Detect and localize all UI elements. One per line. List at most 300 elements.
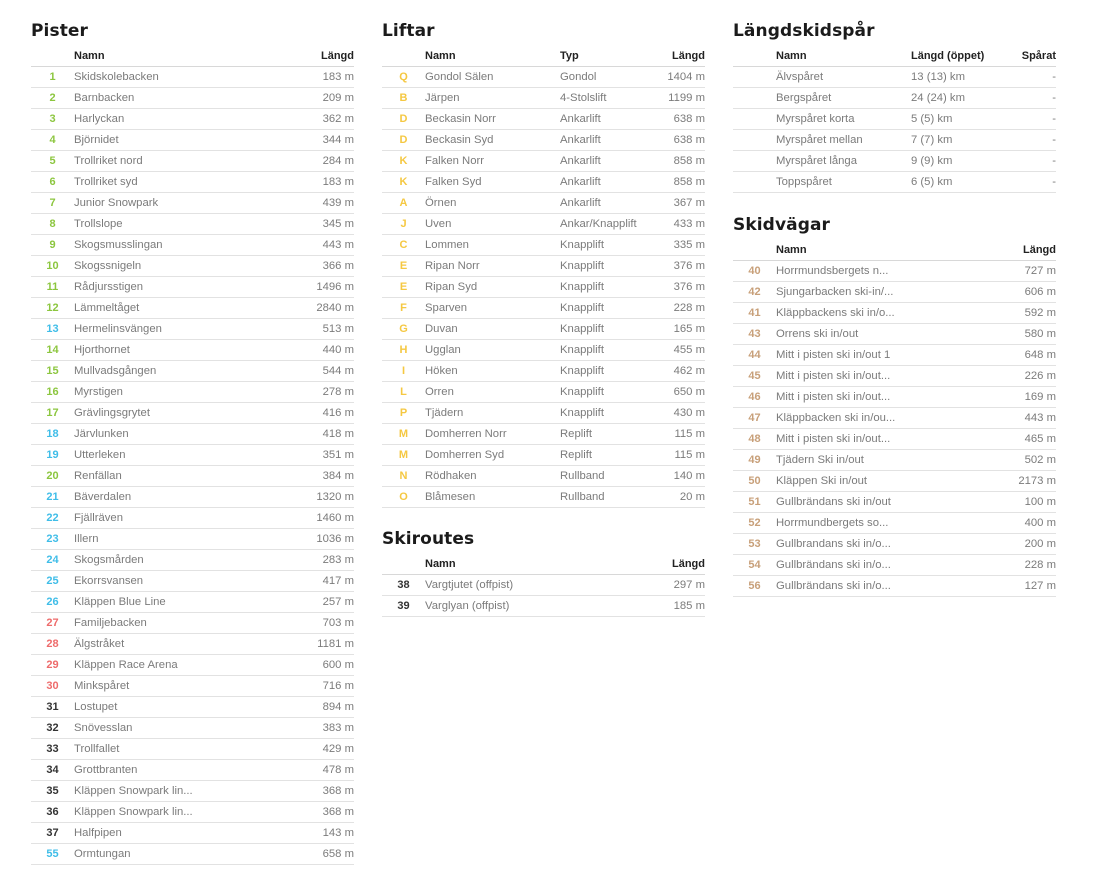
trail-length: 9 (9) km: [911, 151, 996, 172]
lift-id: C: [382, 235, 425, 256]
lift-type: Knapplift: [560, 361, 650, 382]
pister-name-header: Namn: [74, 46, 274, 67]
piste-name: Barnbacken: [74, 88, 274, 109]
table-row[interactable]: [733, 261, 1056, 282]
skiway-name: Gullbrandans ski in/o...: [776, 534, 976, 555]
piste-number: 28: [31, 634, 74, 655]
piste-name: Järvlunken: [74, 424, 274, 445]
piste-name: Trollfallet: [74, 739, 274, 760]
lift-length: 650 m: [650, 382, 705, 403]
skiway-number: 50: [733, 471, 776, 492]
lift-name: Blåmesen: [425, 487, 560, 508]
table-row[interactable]: [31, 781, 354, 802]
skidvagar-title: Skidvägar: [733, 215, 831, 235]
piste-number: 33: [31, 739, 74, 760]
lift-id: E: [382, 277, 425, 298]
table-row[interactable]: [31, 655, 354, 676]
table-row[interactable]: [382, 214, 705, 235]
table-row[interactable]: [31, 508, 354, 529]
lift-type: Knapplift: [560, 277, 650, 298]
table-row[interactable]: [733, 555, 1056, 576]
lift-name: Tjädern: [425, 403, 560, 424]
piste-number: 37: [31, 823, 74, 844]
table-row[interactable]: [733, 303, 1056, 324]
lift-length: 638 m: [650, 130, 705, 151]
table-row[interactable]: [382, 445, 705, 466]
piste-number: 27: [31, 613, 74, 634]
skiway-length: 727 m: [976, 261, 1056, 282]
table-row[interactable]: [31, 151, 354, 172]
skiroute-number: 38: [382, 575, 425, 596]
skiroutes-header-row: [382, 554, 705, 575]
skiway-name: Mitt i pisten ski in/out 1: [776, 345, 976, 366]
piste-name: Hjorthornet: [74, 340, 274, 361]
skiway-name: Gullbrändans ski in/out: [776, 492, 976, 513]
skiroute-name: Vargtjutet (offpist): [425, 575, 625, 596]
piste-length: 416 m: [274, 403, 354, 424]
table-row[interactable]: [733, 513, 1056, 534]
lift-length: 638 m: [650, 109, 705, 130]
table-row[interactable]: [733, 429, 1056, 450]
piste-length: 257 m: [274, 592, 354, 613]
lift-name: Ripan Syd: [425, 277, 560, 298]
trail-name: Älvspåret: [776, 67, 911, 88]
trail-length: 5 (5) km: [911, 109, 996, 130]
table-row[interactable]: [733, 492, 1056, 513]
table-row[interactable]: [382, 256, 705, 277]
skidvagar-table: [733, 240, 1056, 597]
skiway-number: 51: [733, 492, 776, 513]
table-row[interactable]: [382, 424, 705, 445]
table-row[interactable]: [31, 319, 354, 340]
skiroutes-section: [382, 526, 705, 617]
trail-name: Myrspåret korta: [776, 109, 911, 130]
piste-number: 24: [31, 550, 74, 571]
pister-num-header: [31, 46, 74, 67]
table-row[interactable]: [733, 109, 1056, 130]
table-row[interactable]: [31, 109, 354, 130]
skiroute-length: 297 m: [625, 575, 705, 596]
skiway-number: 46: [733, 387, 776, 408]
skiway-length: 648 m: [976, 345, 1056, 366]
langdskidspar-num-header: [733, 46, 776, 67]
lift-id: D: [382, 130, 425, 151]
trail-name: Toppspåret: [776, 172, 911, 193]
table-row[interactable]: [31, 592, 354, 613]
piste-length: 143 m: [274, 823, 354, 844]
pister-table: [31, 46, 354, 865]
piste-number: 29: [31, 655, 74, 676]
table-row[interactable]: [733, 576, 1056, 597]
piste-name: Illern: [74, 529, 274, 550]
trail-groomed: -: [996, 130, 1056, 151]
skiway-name: Mitt i pisten ski in/out...: [776, 366, 976, 387]
lift-name: Lommen: [425, 235, 560, 256]
piste-number: 5: [31, 151, 74, 172]
table-row[interactable]: [31, 802, 354, 823]
table-row[interactable]: [733, 324, 1056, 345]
piste-name: Lostupet: [74, 697, 274, 718]
lift-length: 858 m: [650, 172, 705, 193]
table-row[interactable]: [382, 172, 705, 193]
liftar-id-header: [382, 46, 425, 67]
table-row[interactable]: [382, 130, 705, 151]
pister-length-header: Längd: [274, 46, 354, 67]
table-row[interactable]: [31, 676, 354, 697]
lift-id: P: [382, 403, 425, 424]
table-row[interactable]: [31, 67, 354, 88]
table-row[interactable]: [31, 823, 354, 844]
table-row[interactable]: [382, 575, 705, 596]
piste-number: 11: [31, 277, 74, 298]
skiway-length: 443 m: [976, 408, 1056, 429]
lift-name: Beckasin Norr: [425, 109, 560, 130]
piste-number: 31: [31, 697, 74, 718]
skiroutes-name-header: Namn: [425, 554, 625, 575]
trail-groomed: -: [996, 151, 1056, 172]
lift-length: 455 m: [650, 340, 705, 361]
table-row[interactable]: [31, 235, 354, 256]
table-row[interactable]: [31, 487, 354, 508]
piste-number: 23: [31, 529, 74, 550]
piste-number: 12: [31, 298, 74, 319]
table-row[interactable]: [31, 88, 354, 109]
lift-name: Gondol Sälen: [425, 67, 560, 88]
piste-name: Kläppen Snowpark lin...: [74, 781, 274, 802]
langdskidspar-groomed-header: Spårat: [996, 46, 1056, 67]
lift-length: 20 m: [650, 487, 705, 508]
lift-id: I: [382, 361, 425, 382]
skiway-number: 48: [733, 429, 776, 450]
lift-length: 1199 m: [650, 88, 705, 109]
table-row[interactable]: [382, 151, 705, 172]
liftar-type-header: Typ: [560, 46, 650, 67]
table-row[interactable]: [31, 298, 354, 319]
lift-type: Ankarlift: [560, 193, 650, 214]
piste-name: Junior Snowpark: [74, 193, 274, 214]
table-row[interactable]: [382, 340, 705, 361]
table-row[interactable]: [382, 109, 705, 130]
table-row[interactable]: [733, 130, 1056, 151]
table-row[interactable]: [31, 634, 354, 655]
piste-name: Utterleken: [74, 445, 274, 466]
piste-name: Snövesslan: [74, 718, 274, 739]
langdskidspar-length-header: Längd (öppet): [911, 46, 996, 67]
piste-number: 18: [31, 424, 74, 445]
trail-spacer: [733, 67, 776, 88]
table-row[interactable]: [382, 277, 705, 298]
liftar-name-header: Namn: [425, 46, 560, 67]
skiroute-length: 185 m: [625, 596, 705, 617]
table-row[interactable]: [733, 282, 1056, 303]
piste-name: Trollriket nord: [74, 151, 274, 172]
skiway-length: 100 m: [976, 492, 1056, 513]
skiway-number: 42: [733, 282, 776, 303]
lift-length: 858 m: [650, 151, 705, 172]
piste-length: 418 m: [274, 424, 354, 445]
piste-name: Myrstigen: [74, 382, 274, 403]
skiway-number: 40: [733, 261, 776, 282]
lift-length: 1404 m: [650, 67, 705, 88]
piste-length: 1181 m: [274, 634, 354, 655]
skiway-name: Kläppen Ski in/out: [776, 471, 976, 492]
table-row[interactable]: [31, 256, 354, 277]
piste-name: Kläppen Snowpark lin...: [74, 802, 274, 823]
piste-number: 1: [31, 67, 74, 88]
piste-name: Minkspåret: [74, 676, 274, 697]
lift-type: Knapplift: [560, 403, 650, 424]
table-row[interactable]: [733, 151, 1056, 172]
lift-id: J: [382, 214, 425, 235]
table-row[interactable]: [31, 466, 354, 487]
piste-number: 32: [31, 718, 74, 739]
table-row[interactable]: [31, 424, 354, 445]
lift-id: N: [382, 466, 425, 487]
lift-name: Ripan Norr: [425, 256, 560, 277]
skiway-number: 47: [733, 408, 776, 429]
table-row[interactable]: [31, 130, 354, 151]
piste-length: 368 m: [274, 781, 354, 802]
piste-length: 658 m: [274, 844, 354, 865]
lift-id: M: [382, 424, 425, 445]
skiroute-name: Varglyan (offpist): [425, 596, 625, 617]
lift-name: Rödhaken: [425, 466, 560, 487]
table-row[interactable]: [382, 88, 705, 109]
skiway-length: 200 m: [976, 534, 1056, 555]
table-row[interactable]: [382, 67, 705, 88]
table-row[interactable]: [31, 571, 354, 592]
table-row[interactable]: [31, 760, 354, 781]
table-row[interactable]: [382, 235, 705, 256]
piste-number: 19: [31, 445, 74, 466]
table-row[interactable]: [733, 450, 1056, 471]
piste-number: 26: [31, 592, 74, 613]
skiway-name: Gullbrändans ski in/o...: [776, 555, 976, 576]
lift-name: Domherren Syd: [425, 445, 560, 466]
piste-number: 34: [31, 760, 74, 781]
piste-name: Hermelinsvängen: [74, 319, 274, 340]
table-row[interactable]: [31, 739, 354, 760]
table-row[interactable]: [31, 529, 354, 550]
trail-length: 24 (24) km: [911, 88, 996, 109]
piste-number: 15: [31, 361, 74, 382]
piste-length: 362 m: [274, 109, 354, 130]
piste-name: Grävlingsgrytet: [74, 403, 274, 424]
lift-id: K: [382, 151, 425, 172]
skiroutes-title: Skiroutes: [382, 529, 475, 549]
table-row[interactable]: [382, 403, 705, 424]
skiway-length: 580 m: [976, 324, 1056, 345]
liftar-title: Liftar: [382, 21, 435, 41]
lift-name: Orren: [425, 382, 560, 403]
table-row[interactable]: [31, 445, 354, 466]
table-row[interactable]: [382, 596, 705, 617]
lift-type: Ankar/Knapplift: [560, 214, 650, 235]
piste-length: 429 m: [274, 739, 354, 760]
piste-length: 1496 m: [274, 277, 354, 298]
lift-length: 140 m: [650, 466, 705, 487]
pister-title: Pister: [31, 21, 89, 41]
piste-length: 209 m: [274, 88, 354, 109]
piste-length: 278 m: [274, 382, 354, 403]
trail-spacer: [733, 130, 776, 151]
piste-length: 283 m: [274, 550, 354, 571]
piste-name: Björnidet: [74, 130, 274, 151]
piste-number: 3: [31, 109, 74, 130]
lift-type: Rullband: [560, 487, 650, 508]
table-row[interactable]: [382, 361, 705, 382]
lift-type: Knapplift: [560, 256, 650, 277]
piste-name: Skogsmusslingan: [74, 235, 274, 256]
table-row[interactable]: [31, 550, 354, 571]
skiway-length: 400 m: [976, 513, 1056, 534]
table-row[interactable]: [733, 67, 1056, 88]
lift-length: 228 m: [650, 298, 705, 319]
trail-length: 7 (7) km: [911, 130, 996, 151]
piste-number: 25: [31, 571, 74, 592]
lift-name: Falken Syd: [425, 172, 560, 193]
piste-length: 513 m: [274, 319, 354, 340]
lift-length: 115 m: [650, 445, 705, 466]
lift-length: 165 m: [650, 319, 705, 340]
piste-number: 4: [31, 130, 74, 151]
table-row[interactable]: [733, 172, 1056, 193]
liftar-section: [382, 18, 705, 508]
piste-length: 600 m: [274, 655, 354, 676]
trail-length: 13 (13) km: [911, 67, 996, 88]
skiway-length: 2173 m: [976, 471, 1056, 492]
piste-length: 366 m: [274, 256, 354, 277]
piste-number: 2: [31, 88, 74, 109]
table-row[interactable]: [31, 403, 354, 424]
skiway-name: Sjungarbacken ski-in/...: [776, 282, 976, 303]
piste-length: 344 m: [274, 130, 354, 151]
lift-id: G: [382, 319, 425, 340]
lift-name: Sparven: [425, 298, 560, 319]
table-row[interactable]: [31, 613, 354, 634]
table-row[interactable]: [31, 382, 354, 403]
skidvagar-num-header: [733, 240, 776, 261]
skiway-length: 465 m: [976, 429, 1056, 450]
table-row[interactable]: [382, 466, 705, 487]
right-column: [733, 18, 1056, 597]
table-row[interactable]: [733, 408, 1056, 429]
lift-name: Domherren Norr: [425, 424, 560, 445]
trail-length: 6 (5) km: [911, 172, 996, 193]
table-row[interactable]: [733, 345, 1056, 366]
piste-number: 16: [31, 382, 74, 403]
piste-name: Fjällräven: [74, 508, 274, 529]
table-row[interactable]: [382, 298, 705, 319]
lift-name: Järpen: [425, 88, 560, 109]
table-row[interactable]: [733, 366, 1056, 387]
piste-number: 6: [31, 172, 74, 193]
piste-length: 368 m: [274, 802, 354, 823]
skiway-name: Mitt i pisten ski in/out...: [776, 387, 976, 408]
liftar-column: [382, 18, 705, 617]
piste-name: Älgstråket: [74, 634, 274, 655]
lift-length: 433 m: [650, 214, 705, 235]
lift-length: 367 m: [650, 193, 705, 214]
skidvagar-name-header: Namn: [776, 240, 976, 261]
table-row[interactable]: [382, 319, 705, 340]
skiway-length: 592 m: [976, 303, 1056, 324]
piste-name: Skidskolebacken: [74, 67, 274, 88]
skiway-number: 49: [733, 450, 776, 471]
lift-type: Ankarlift: [560, 172, 650, 193]
skiway-name: Gullbrändans ski in/o...: [776, 576, 976, 597]
piste-name: Rådjursstigen: [74, 277, 274, 298]
piste-name: Mullvadsgången: [74, 361, 274, 382]
lift-length: 430 m: [650, 403, 705, 424]
skiway-length: 228 m: [976, 555, 1056, 576]
lift-length: 376 m: [650, 277, 705, 298]
langdskidspar-section: [733, 18, 1056, 193]
skiway-number: 56: [733, 576, 776, 597]
lift-name: Uven: [425, 214, 560, 235]
table-row[interactable]: [733, 471, 1056, 492]
piste-name: Skogsmården: [74, 550, 274, 571]
piste-number: 7: [31, 193, 74, 214]
pister-section: [31, 18, 354, 865]
piste-name: Ormtungan: [74, 844, 274, 865]
table-row[interactable]: [31, 844, 354, 865]
langdskidspar-name-header: Namn: [776, 46, 911, 67]
pister-column: [31, 18, 354, 865]
table-row[interactable]: [733, 534, 1056, 555]
lift-id: B: [382, 88, 425, 109]
table-row[interactable]: [31, 718, 354, 739]
piste-length: 383 m: [274, 718, 354, 739]
piste-number: 20: [31, 466, 74, 487]
table-row[interactable]: [382, 193, 705, 214]
table-row[interactable]: [31, 340, 354, 361]
table-row[interactable]: [31, 361, 354, 382]
skiroute-number: 39: [382, 596, 425, 617]
table-row[interactable]: [31, 277, 354, 298]
table-row[interactable]: [733, 88, 1056, 109]
skiway-number: 54: [733, 555, 776, 576]
piste-length: 1036 m: [274, 529, 354, 550]
piste-length: 183 m: [274, 172, 354, 193]
table-row[interactable]: [31, 214, 354, 235]
liftar-table: [382, 46, 705, 508]
piste-number: 22: [31, 508, 74, 529]
piste-length: 440 m: [274, 340, 354, 361]
piste-length: 183 m: [274, 67, 354, 88]
lift-length: 115 m: [650, 424, 705, 445]
lift-id: H: [382, 340, 425, 361]
skiway-name: Tjädern Ski in/out: [776, 450, 976, 471]
liftar-length-header: Längd: [650, 46, 705, 67]
table-row[interactable]: [382, 382, 705, 403]
skiway-length: 502 m: [976, 450, 1056, 471]
lift-type: Ankarlift: [560, 151, 650, 172]
lift-type: Replift: [560, 445, 650, 466]
table-row[interactable]: [31, 172, 354, 193]
trail-name: Bergspåret: [776, 88, 911, 109]
lift-type: Ankarlift: [560, 109, 650, 130]
lift-name: Örnen: [425, 193, 560, 214]
table-row[interactable]: [31, 193, 354, 214]
piste-name: Skogssnigeln: [74, 256, 274, 277]
table-row[interactable]: [31, 697, 354, 718]
table-row[interactable]: [733, 387, 1056, 408]
table-row[interactable]: [382, 487, 705, 508]
lift-type: Replift: [560, 424, 650, 445]
trail-spacer: [733, 88, 776, 109]
skiroutes-length-header: Längd: [625, 554, 705, 575]
